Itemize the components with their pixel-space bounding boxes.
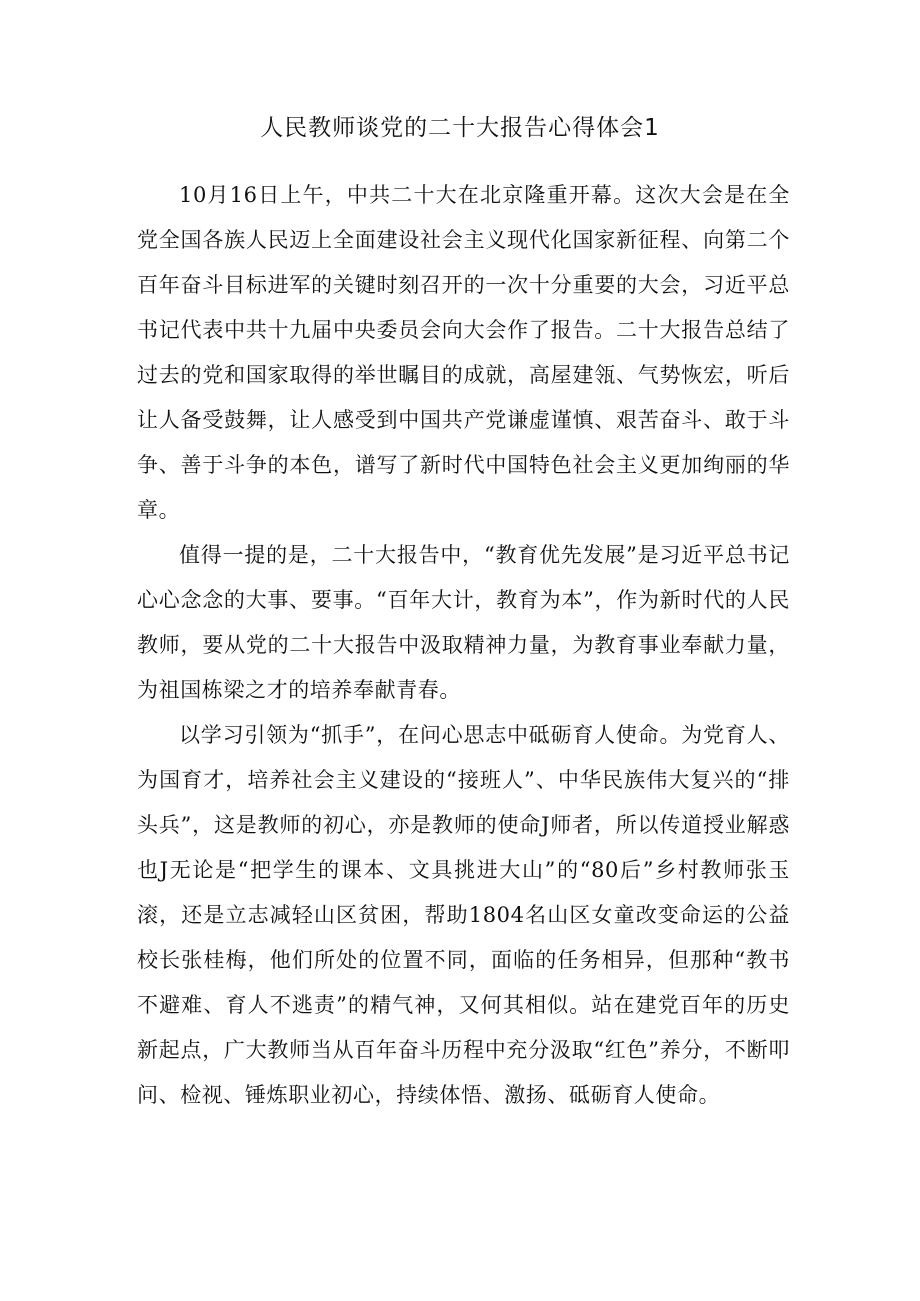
document-title: 人民教师谈党的二十大报告心得体会1 (260, 115, 660, 141)
paragraph: 10月16日上午，中共二十大在北京隆重开幕。这次大会是在全党全国各族人民迈上全面建设社会主义现代化国家新征程、向第二个百年奋斗目标进军的关键时刻召开的一次十分重要的大会，习近平总书记代表中共十九届中央委员会向大会作了报告。二十大报告总结了过去的党和国家取得的举世瞩目的成就，高屋建瓴、气势恢宏，听后让人备受鼓舞，让人感受到中国共产党谦虚谨慎、艰苦奋斗、敢于斗争、善于斗争的本色，谱写了新时代中国特色社会主义更加绚丽的华章。 (137, 183, 790, 522)
document-body (137, 173, 790, 1118)
paragraph: 值得一提的是，二十大报告中，“教育优先发展”是习近平总书记心心念念的大事、要事。“百年大计，教育为本”，作为新时代的人民教师，要从党的二十大报告中汲取精神力量，为教育事业奉献力量，为祖国栋梁之才的培养奉献青春。 (137, 543, 790, 702)
paragraph: 以学习引领为“抓手”，在问心思志中砥砺育人使命。为党育人、为国育才，培养社会主义建设的“接班人”、中华民族伟大复兴的“排头兵”，这是教师的初心，亦是教师的使命J师者，所以传道授业解惑也J无论是“把学生的课本、文具挑进大山”的“80后”乡村教师张玉滚，还是立志减轻山区贫困，帮助1804名山区女童改变命运的公益校长张桂梅，他们所处的位置不同，面临的任务相异，但那种“教书不避难、育人不逃责”的精气神，又何其相似。站在建党百年的历史新起点，广大教师当从百年奋斗历程中充分汲取“红色”养分，不断叩问、检视、锤炼职业初心，持续体悟、激扬、砥砺育人使命。 (137, 723, 790, 1107)
